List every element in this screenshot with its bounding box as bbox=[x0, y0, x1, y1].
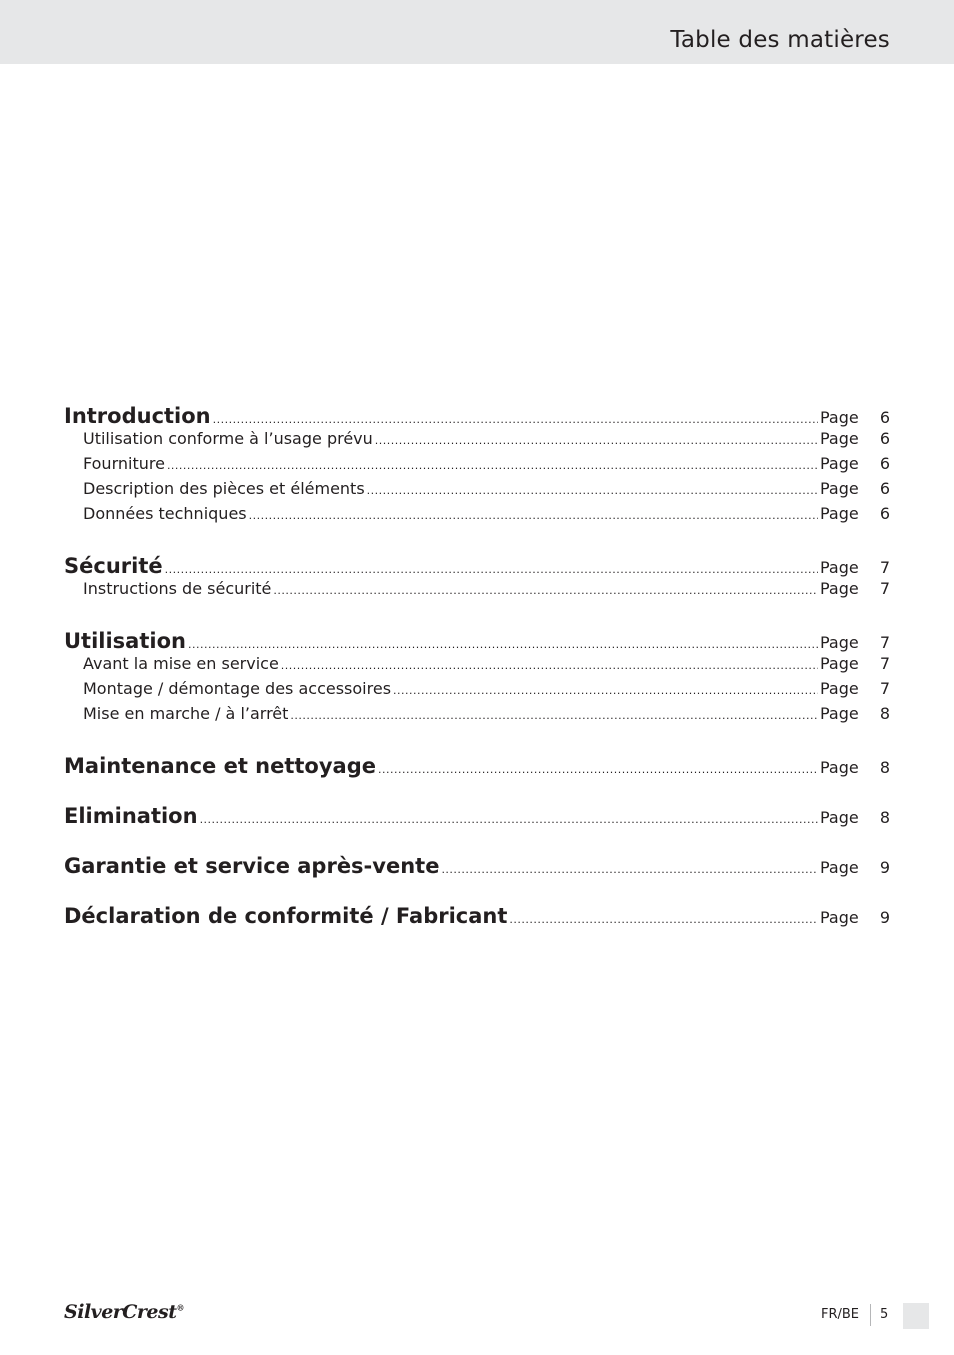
toc-page-label: Page bbox=[820, 679, 859, 698]
toc-page-number: 8 bbox=[879, 758, 890, 777]
page-title: Table des matières bbox=[670, 27, 890, 53]
toc-page-label: Page bbox=[820, 704, 859, 723]
toc-page-label: Page bbox=[820, 579, 859, 598]
toc-entry[interactable] bbox=[64, 654, 890, 679]
toc-entry[interactable] bbox=[64, 804, 890, 829]
toc-page-number: 7 bbox=[879, 633, 890, 652]
toc-entry-title: Utilisation conforme à l’usage prévu bbox=[83, 429, 373, 448]
toc-entry[interactable] bbox=[64, 429, 890, 454]
toc-leader bbox=[165, 563, 818, 576]
toc-leader bbox=[167, 459, 818, 472]
toc-page-number: 7 bbox=[879, 558, 890, 577]
toc-leader bbox=[393, 684, 818, 697]
toc-entry-title: Utilisation bbox=[64, 629, 186, 653]
footer-divider bbox=[870, 1304, 871, 1326]
toc-page-number: 8 bbox=[879, 704, 890, 723]
registered-mark: ® bbox=[176, 1302, 184, 1313]
toc-page-number: 8 bbox=[879, 808, 890, 827]
toc-entry-title: Montage / démontage des accessoires bbox=[83, 679, 392, 698]
toc-entry[interactable] bbox=[64, 854, 890, 879]
toc-entry[interactable] bbox=[64, 704, 890, 729]
toc-page-label: Page bbox=[820, 633, 859, 652]
toc-entry-title: Données techniques bbox=[83, 504, 247, 523]
toc-page-label: Page bbox=[820, 408, 859, 427]
table-of-contents bbox=[64, 404, 890, 929]
toc-leader bbox=[290, 709, 818, 722]
page-number: 5 bbox=[880, 1307, 889, 1322]
toc-page-number: 7 bbox=[879, 579, 890, 598]
toc-leader bbox=[509, 913, 818, 926]
toc-entry-title: Maintenance et nettoyage bbox=[64, 754, 376, 778]
brand-logo bbox=[64, 1301, 184, 1323]
toc-entry-title: Instructions de sécurité bbox=[83, 579, 272, 598]
toc-page-number: 6 bbox=[879, 429, 890, 448]
toc-page-number: 9 bbox=[879, 858, 890, 877]
toc-page-number: 9 bbox=[879, 908, 890, 927]
toc-page-number: 6 bbox=[879, 454, 890, 473]
language-code: FR/BE bbox=[821, 1307, 860, 1322]
toc-page-label: Page bbox=[820, 429, 859, 448]
toc-entry-title: Déclaration de conformité / Fabricant bbox=[64, 904, 508, 928]
toc-leader bbox=[367, 484, 818, 497]
toc-entry[interactable] bbox=[64, 479, 890, 504]
toc-entry[interactable] bbox=[64, 629, 890, 654]
toc-leader bbox=[441, 863, 818, 876]
toc-entry[interactable] bbox=[64, 679, 890, 704]
toc-leader bbox=[378, 763, 818, 776]
toc-entry[interactable] bbox=[64, 504, 890, 529]
toc-entry-title: Sécurité bbox=[64, 554, 163, 578]
toc-page-label: Page bbox=[820, 454, 859, 473]
toc-page-label: Page bbox=[820, 479, 859, 498]
toc-entry-title: Mise en marche / à l’arrêt bbox=[83, 704, 289, 723]
toc-entry[interactable] bbox=[64, 579, 890, 604]
toc-page-number: 7 bbox=[879, 654, 890, 673]
toc-leader bbox=[249, 509, 818, 522]
toc-page-label: Page bbox=[820, 808, 859, 827]
toc-page-label: Page bbox=[820, 758, 859, 777]
toc-page-label: Page bbox=[820, 654, 859, 673]
toc-entry-title: Garantie et service après-vente bbox=[64, 854, 440, 878]
toc-entry[interactable] bbox=[64, 454, 890, 479]
toc-leader bbox=[281, 659, 818, 672]
toc-entry[interactable] bbox=[64, 754, 890, 779]
toc-entry[interactable] bbox=[64, 404, 890, 429]
toc-page-number: 7 bbox=[879, 679, 890, 698]
toc-entry[interactable] bbox=[64, 904, 890, 929]
toc-page-label: Page bbox=[820, 504, 859, 523]
toc-leader bbox=[273, 584, 818, 597]
toc-page-number: 6 bbox=[879, 408, 890, 427]
toc-leader bbox=[188, 638, 818, 651]
toc-page-label: Page bbox=[820, 858, 859, 877]
toc-entry-title: Description des pièces et éléments bbox=[83, 479, 365, 498]
toc-page-label: Page bbox=[820, 558, 859, 577]
toc-leader bbox=[375, 434, 818, 447]
toc-entry[interactable] bbox=[64, 554, 890, 579]
toc-page-label: Page bbox=[820, 908, 859, 927]
brand-name: SilverCrest bbox=[64, 1301, 177, 1323]
toc-leader bbox=[200, 813, 818, 826]
toc-entry-title: Fourniture bbox=[83, 454, 165, 473]
footer-tab-marker bbox=[903, 1303, 929, 1329]
toc-entry-title: Avant la mise en service bbox=[83, 654, 279, 673]
toc-page-number: 6 bbox=[879, 479, 890, 498]
toc-page-number: 6 bbox=[879, 504, 890, 523]
toc-leader bbox=[213, 413, 818, 426]
toc-entry-title: Elimination bbox=[64, 804, 198, 828]
toc-entry-title: Introduction bbox=[64, 404, 211, 428]
